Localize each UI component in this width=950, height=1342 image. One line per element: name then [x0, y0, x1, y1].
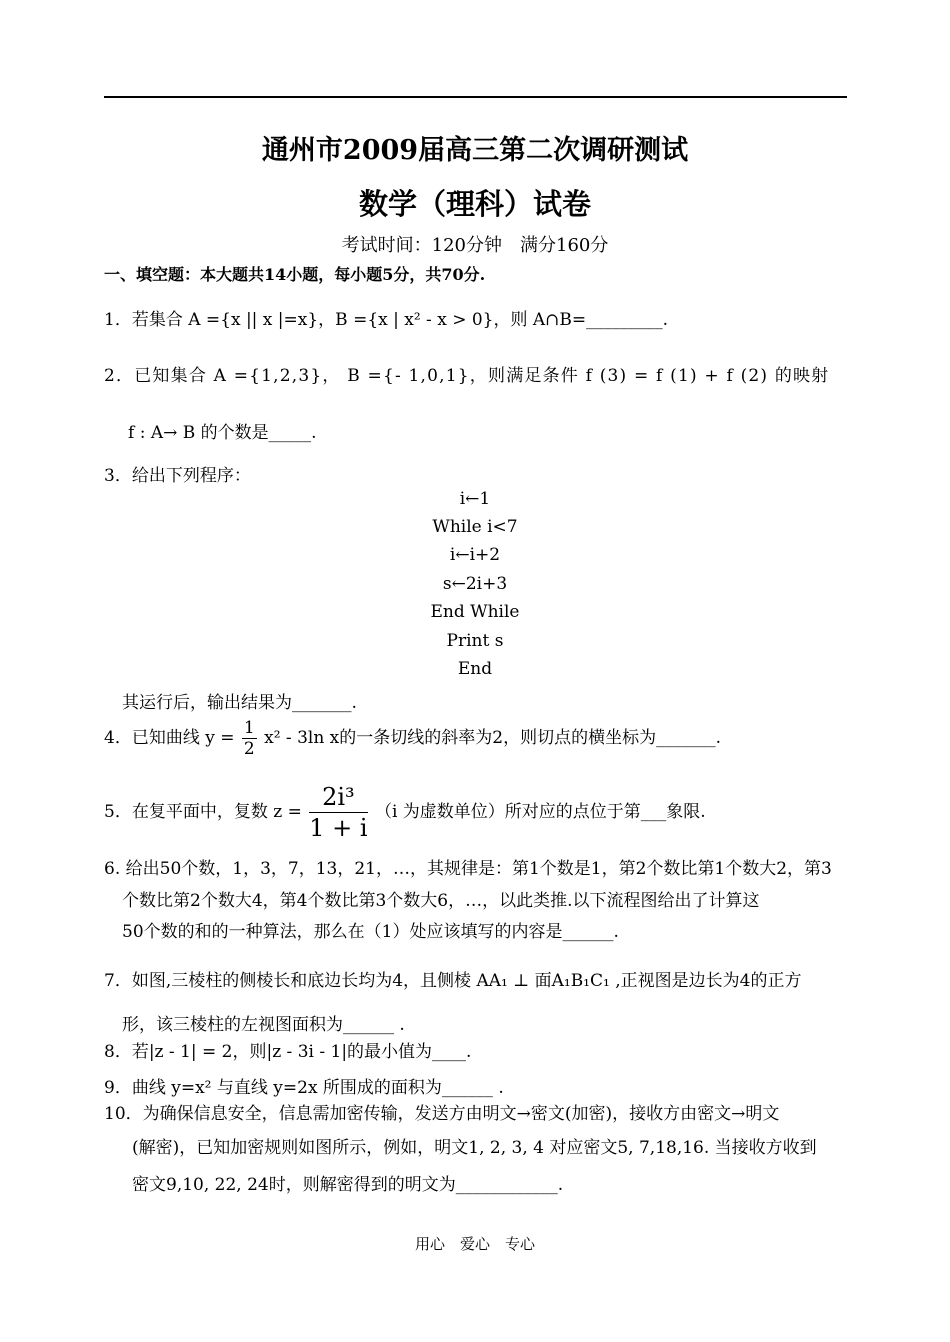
question-4-prefix: 4．已知曲线 y =: [104, 728, 235, 748]
fraction-numerator: 2i³: [309, 782, 367, 813]
program-line: End While: [430, 602, 520, 622]
section-heading: 一、填空题：本大题共14小题，每小题5分，共70分.: [104, 265, 486, 284]
question-4-suffix: x² - 3ln x的一条切线的斜率为2，则切点的横坐标为_______.: [264, 728, 721, 748]
question-9: 9．曲线 y=x² 与直线 y=2x 所围成的面积为______ .: [104, 1078, 504, 1098]
fraction: [242, 718, 257, 759]
program-line: Print s: [446, 631, 504, 651]
question-10-line-3: 密文9,10, 22, 24时，则解密得到的明文为____________.: [132, 1175, 564, 1195]
question-5-suffix: （i 为虚数单位）所对应的点位于第___象限.: [374, 802, 706, 822]
question-7-line-1: 7．如图,三棱柱的侧棱长和底边长均为4，且侧棱 AA₁ ⊥ 面A₁B₁C₁ ,正视图是边长为4的正方: [104, 971, 802, 991]
program-line: End: [457, 659, 493, 679]
fraction-numerator: 1: [243, 718, 255, 738]
exam-meta: 考试时间：120分钟 满分160分: [341, 235, 609, 256]
question-5-prefix: 5．在复平面中，复数 z =: [104, 802, 302, 822]
question-1: 1．若集合 A ={x || x |=x}，B ={x | x² - x > 0}，则 A∩B=_________.: [104, 310, 669, 330]
exam-subtitle: 数学（理科）试卷: [358, 187, 591, 221]
question-7-line-2: 形，该三棱柱的左视图面积为______ .: [122, 1015, 405, 1035]
program-line: i←1: [459, 489, 491, 509]
question-6-line-1: 6. 给出50个数，1，3，7，13，21，…，其规律是：第1个数是1，第2个数比第1个数大2，第3: [104, 859, 832, 879]
question-2-line-2: f : A→ B 的个数是_____.: [128, 423, 317, 443]
question-6-line-3: 50个数的和的一种算法，那么在（1）处应该填写的内容是______.: [122, 922, 619, 942]
question-10-line-1: 10．为确保信息安全，信息需加密传输，发送方由明文→密文(加密)，接收方由密文→明文: [104, 1104, 780, 1124]
question-2-line-1: 2．已知集合 A ={1,2,3}， B ={- 1,0,1}，则满足条件 f (3) = f (1) + f (2) 的映射: [104, 366, 830, 386]
exam-title: 通州市2009届高三第二次调研测试: [261, 135, 689, 166]
fraction: [309, 782, 367, 843]
program-line: While i<7: [432, 517, 518, 537]
question-5: [104, 782, 706, 843]
question-4: [104, 718, 721, 759]
program-line: i←i+2: [449, 545, 501, 565]
fraction-denominator: 1 + i: [309, 814, 368, 842]
question-3: 3．给出下列程序：: [104, 466, 251, 486]
question-6-line-2: 个数比第2个数大4，第4个数比第3个数大6，…，以此类推.以下流程图给出了计算这: [122, 891, 760, 911]
question-8: 8．若|z - 1| = 2，则|z - 3i - 1|的最小值为____.: [104, 1042, 472, 1062]
page-footer: 用心 爱心 专心: [414, 1235, 535, 1253]
question-10-line-2: (解密)，已知加密规则如图所示，例如，明文1, 2, 3, 4 对应密文5, 7,18,16. 当接收方收到: [132, 1138, 817, 1158]
question-3-output: 其运行后，输出结果为_______.: [122, 693, 357, 713]
fraction-denominator: 2: [243, 739, 255, 759]
top-rule: [104, 96, 847, 98]
program-line: s←2i+3: [442, 574, 508, 594]
